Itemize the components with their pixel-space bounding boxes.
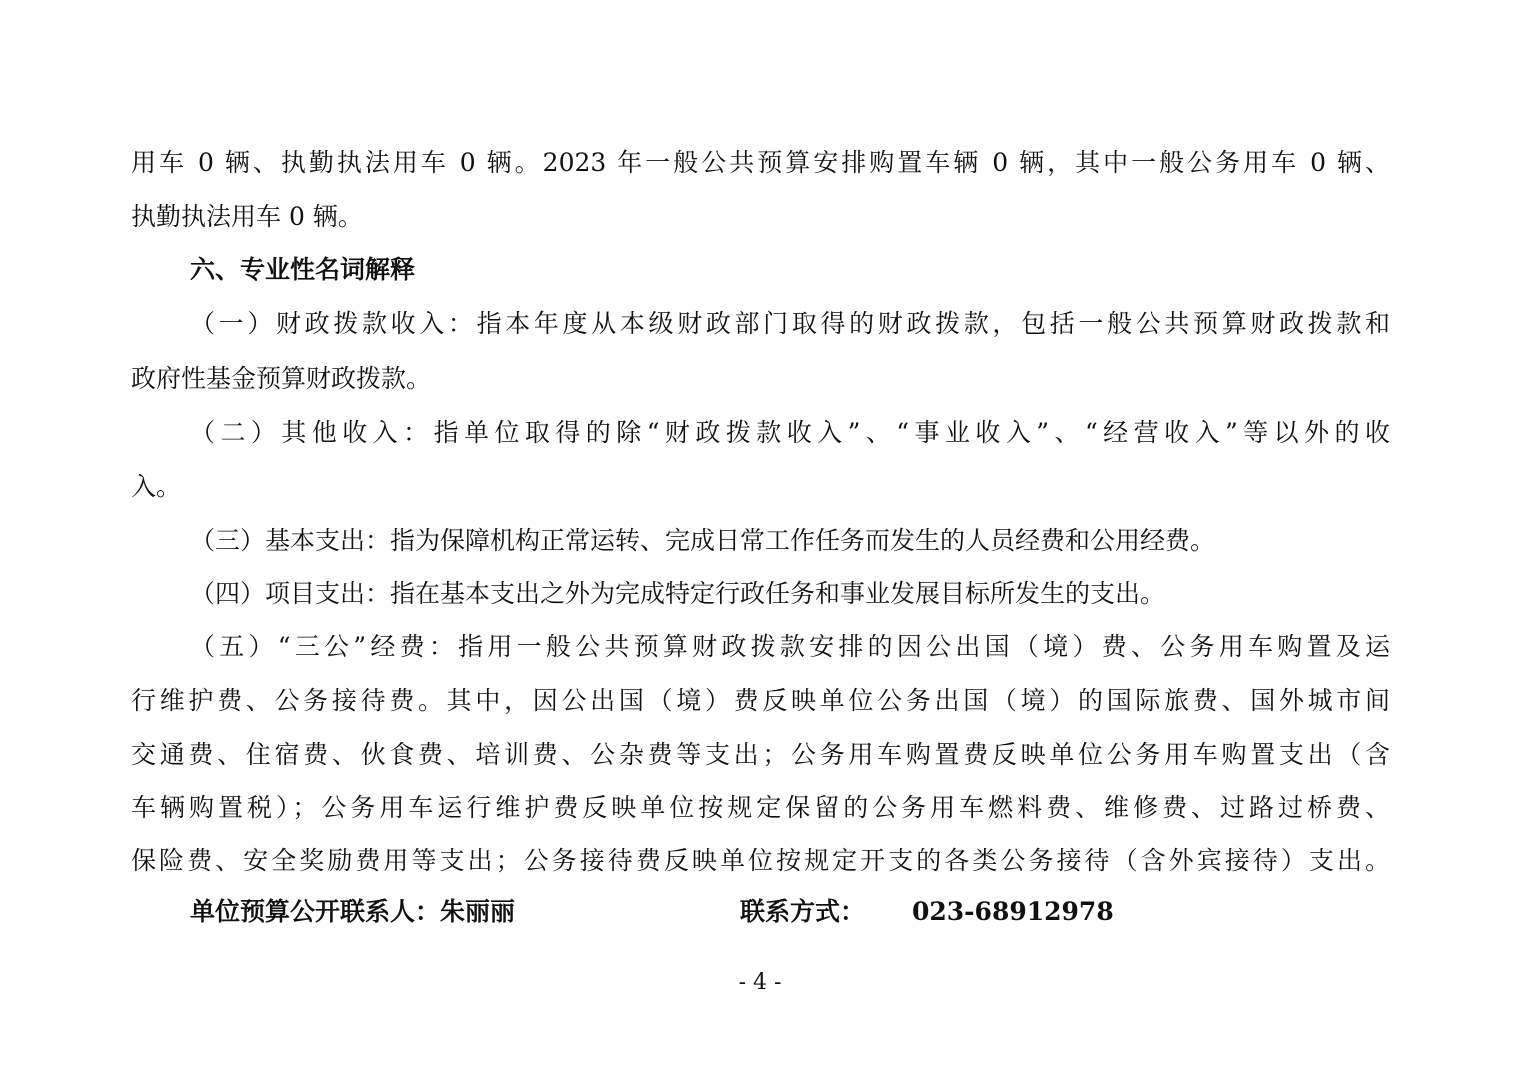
definition-line: （四）项目支出：指在基本支出之外为完成特定行政任务和事业发展目标所发生的支出。 (190, 579, 1166, 608)
paragraph-line: 执勤执法用车 0 辆。 (131, 202, 363, 231)
definition-line: （三）基本支出：指为保障机构正常运转、完成日常工作任务而发生的人员经费和公用经费。 (190, 526, 1216, 555)
definition-line: 保险费、安全奖励费用等支出；公务接待费反映单位按规定开支的各类公务接待（含外宾接待）支出。 (131, 846, 1390, 875)
definition-line: 政府性基金预算财政拨款。 (131, 364, 432, 393)
definition-line: （二）其他收入：指单位取得的除“财政拨款收入”、“事业收入”、“经营收入”等以外的收 (190, 418, 1390, 447)
definition-line: 入。 (131, 472, 182, 501)
section-heading: 六、专业性名词解释 (190, 255, 416, 284)
definition-line: （五）“三公”经费：指用一般公共预算财政拨款安排的因公出国（境）费、公务用车购置及运 (190, 632, 1390, 661)
paragraph-line: 用车 0 辆、执勤执法用车 0 辆。2023 年一般公共预算安排购置车辆 0 辆，其中一般公务用车 0 辆、 (131, 148, 1390, 177)
definition-line: 行维护费、公务接待费。其中，因公出国（境）费反映单位公务出国（境）的国际旅费、国外城市间 (131, 686, 1390, 715)
definition-line: 车辆购置税）；公务用车运行维护费反映单位按规定保留的公务用车燃料费、维修费、过路过桥费、 (131, 793, 1390, 822)
page-number: - 4 - (738, 970, 782, 995)
definition-line: （一）财政拨款收入：指本年度从本级财政部门取得的财政拨款，包括一般公共预算财政拨款和 (190, 309, 1390, 338)
contact-person: 单位预算公开联系人：朱丽丽 (190, 897, 516, 926)
contact-phone: 023-68912978 (912, 897, 1114, 926)
contact-method-label: 联系方式： (740, 897, 866, 926)
definition-line: 交通费、住宿费、伙食费、培训费、公杂费等支出；公务用车购置费反映单位公务用车购置支出（含 (131, 740, 1390, 769)
